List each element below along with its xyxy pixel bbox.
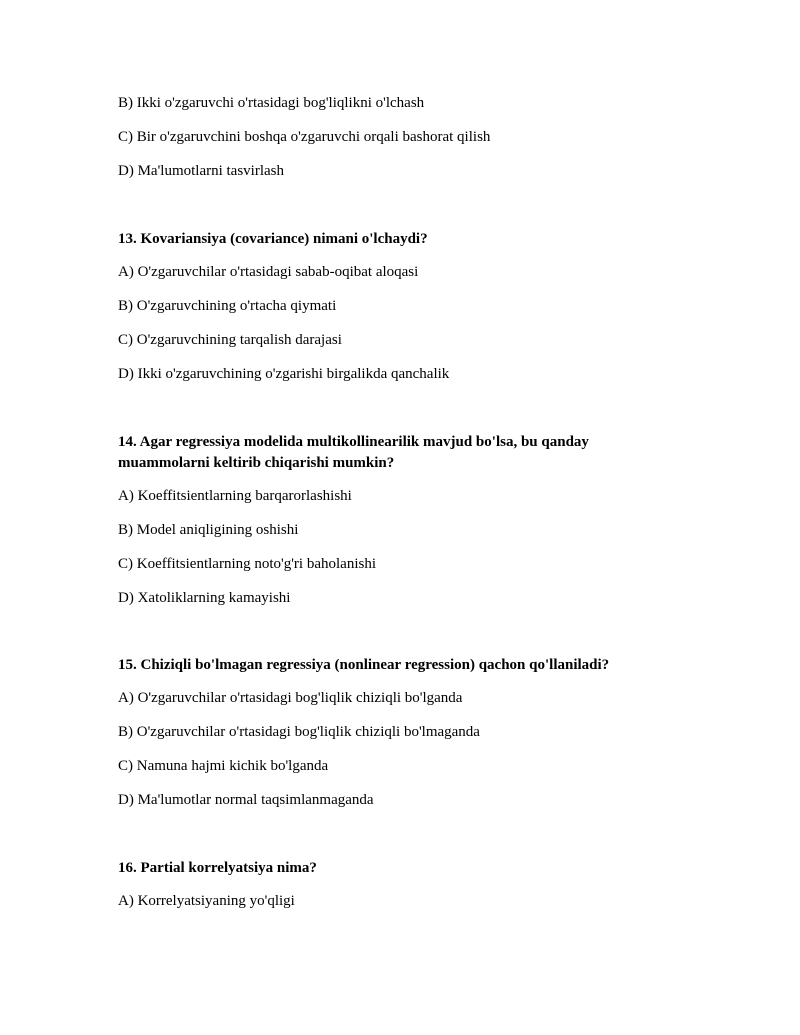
option-13-a: A) O'zgaruvchilar o'rtasidagi sabab-oqibat aloqasi <box>118 264 419 280</box>
option-14-a: A) Koeffitsientlarning barqarorlashishi <box>118 488 352 504</box>
question-13: 13. Kovariansiya (covariance) nimani o'lchaydi? <box>118 231 428 247</box>
option-15-b: B) O'zgaruvchilar o'rtasidagi bog'liqlik chiziqli bo'lmaganda <box>118 724 480 740</box>
option-13-c: C) O'zgaruvchining tarqalish darajasi <box>118 332 342 348</box>
question-15: 15. Chiziqli bo'lmagan regressiya (nonlinear regression) qachon qo'llaniladi? <box>118 657 610 673</box>
option-13-b: B) O'zgaruvchining o'rtacha qiymati <box>118 298 337 314</box>
option-16-a: A) Korrelyatsiyaning yo'qligi <box>118 893 295 909</box>
option-15-d: D) Ma'lumotlar normal taqsimlanmaganda <box>118 792 374 808</box>
option-12-b: B) Ikki o'zgaruvchi o'rtasidagi bog'liqlikni o'lchash <box>118 95 425 111</box>
option-14-c: C) Koeffitsientlarning noto'g'ri baholanishi <box>118 556 377 572</box>
option-15-a: A) O'zgaruvchilar o'rtasidagi bog'liqlik chiziqli bo'lganda <box>118 690 463 706</box>
option-12-c: C) Bir o'zgaruvchini boshqa o'zgaruvchi orqali bashorat qilish <box>118 129 491 145</box>
option-12-d: D) Ma'lumotlarni tasvirlash <box>118 163 285 179</box>
option-15-c: C) Namuna hajmi kichik bo'lganda <box>118 758 329 774</box>
option-14-b: B) Model aniqligining oshishi <box>118 522 299 538</box>
question-14: 14. Agar regressiya modelida multikollinearilik mavjud bo'lsa, bu qanday muammolarni keltirib chiqarishi mumkin? <box>118 434 589 471</box>
option-13-d: D) Ikki o'zgaruvchining o'zgarishi birgalikda qanchalik <box>118 366 450 382</box>
option-14-d: D) Xatoliklarning kamayishi <box>118 590 291 606</box>
question-16: 16. Partial korrelyatsiya nima? <box>118 860 317 876</box>
